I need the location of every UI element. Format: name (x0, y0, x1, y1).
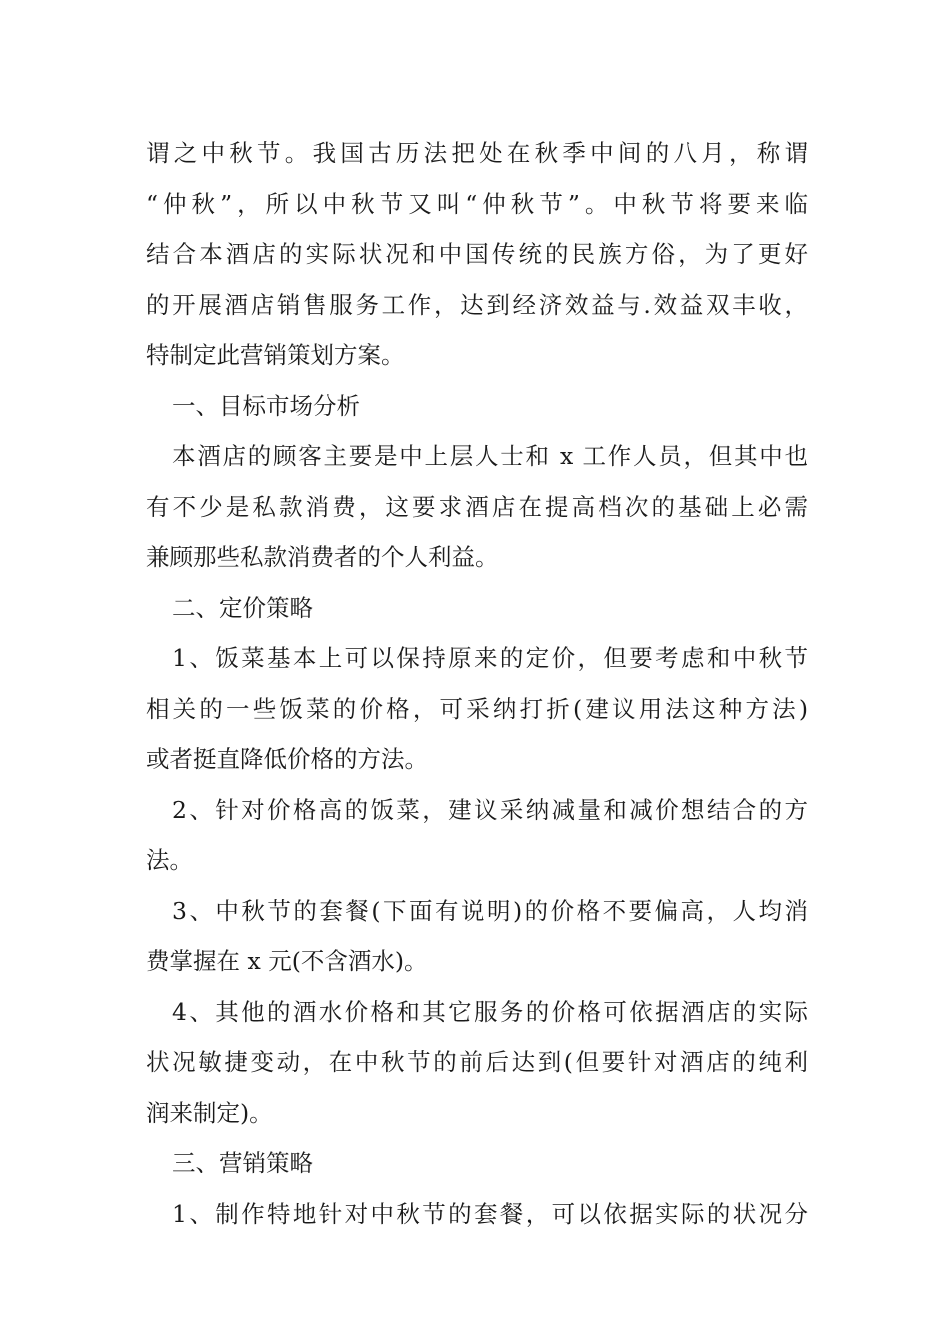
text-line: 或者挺直降低价格的方法。 (146, 745, 428, 773)
text-line: 2、针对价格高的饭菜，建议采纳减量和减价想结合的方 (172, 795, 808, 824)
text-line: 兼顾那些私款消费者的个人利益。 (146, 543, 499, 571)
text-line: 相关的一些饭菜的价格，可采纳打折(建议用法这种方法) (146, 694, 808, 723)
text-line: “仲秋”，所以中秋节又叫“仲秋节”。中秋节将要来临 (146, 189, 808, 218)
text-line: 特制定此营销策划方案。 (146, 341, 405, 369)
text-line: 三、营销策略 (172, 1149, 313, 1177)
document-body (146, 128, 808, 1239)
text-line: 的开展酒店销售服务工作，达到经济效益与.效益双丰收， (146, 290, 808, 319)
text-line: 1、饭菜基本上可以保持原来的定价，但要考虑和中秋节 (172, 644, 808, 672)
text-line: 费掌握在 x 元(不含酒水)。 (146, 947, 428, 975)
text-line: 1、制作特地针对中秋节的套餐，可以依据实际的状况分 (172, 1199, 808, 1228)
text-line: 有不少是私款消费，这要求酒店在提高档次的基础上必需 (146, 492, 808, 521)
text-line: 3、中秋节的套餐(下面有说明)的价格不要偏高，人均消 (172, 896, 808, 925)
text-line: 润来制定)。 (146, 1098, 273, 1127)
text-line: 结合本酒店的实际状况和中国传统的民族方俗，为了更好 (146, 240, 808, 268)
text-line: 4、其他的酒水价格和其它服务的价格可依据酒店的实际 (172, 997, 808, 1026)
text-line: 法。 (146, 846, 193, 874)
text-line: 二、定价策略 (172, 593, 313, 622)
text-line: 一、目标市场分析 (172, 391, 360, 420)
text-line: 状况敏捷变动，在中秋节的前后达到(但要针对酒店的纯利 (146, 1048, 808, 1076)
text-line: 本酒店的顾客主要是中上层人士和 x 工作人员，但其中也 (172, 442, 808, 470)
text-line: 谓之中秋节。我国古历法把处在秋季中间的八月，称谓 (146, 139, 808, 167)
